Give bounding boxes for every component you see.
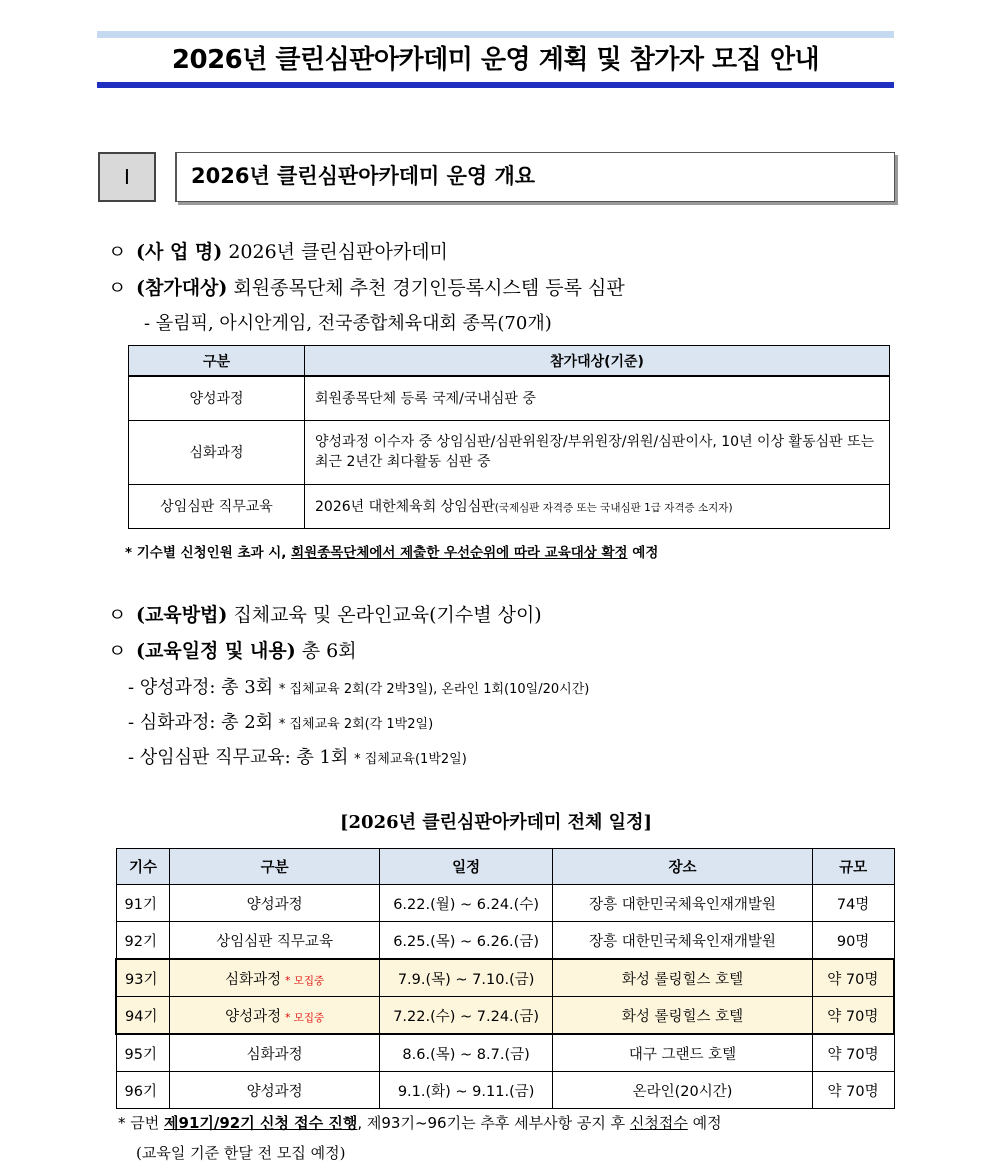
priority-note	[125, 541, 658, 561]
program-name-value: 2026년 클린심판아카데미	[228, 241, 448, 263]
criteria-text: 2026년 대한체육회 상임심판	[315, 499, 495, 515]
dates-cell: 7.9.(목) ~ 7.10.(금)	[379, 959, 553, 997]
recruiting-badge: * 모집중	[285, 1011, 325, 1024]
title-top-bar	[97, 31, 894, 38]
dates-cell: 6.22.(월) ~ 6.24.(수)	[379, 885, 553, 922]
bullet-circle: ㅇ	[108, 604, 127, 626]
table-row-highlighted	[116, 997, 894, 1035]
note-bold: 제91기/92기 신청 접수 진행	[164, 1114, 358, 1132]
dates-cell: 8.6.(목) ~ 8.7.(금)	[379, 1034, 553, 1072]
cohort-cell: 95기	[116, 1034, 170, 1072]
type-text: 상임심판 직무교육	[216, 933, 333, 950]
table-header: 장소	[553, 849, 812, 885]
note-underlined: 신청접수	[629, 1114, 688, 1132]
table-row	[116, 1034, 894, 1072]
table-header: 참가대상(기준)	[305, 346, 890, 377]
venue-cell: 장흥 대한민국체육인재개발원	[553, 922, 812, 960]
participants-table	[128, 345, 890, 529]
note-text: 예정	[627, 545, 659, 561]
schedule-table	[115, 848, 895, 1109]
recruitment-timing-note: (교육일 기준 한달 전 모집 예정)	[136, 1144, 346, 1162]
table-header-row	[116, 849, 894, 885]
note-text: * 금번	[118, 1114, 165, 1132]
table-row	[129, 420, 890, 484]
recruiting-badge: * 모집중	[285, 974, 325, 987]
type-cell	[170, 885, 379, 922]
education-method-label: (교육방법)	[136, 604, 228, 626]
category-cell: 심화과정	[129, 420, 305, 484]
cohort-cell: 91기	[116, 885, 170, 922]
table-row	[116, 922, 894, 960]
size-cell: 74명	[812, 885, 894, 922]
criteria-small-text: (국제심판 자격증 또는 국내심판 1급 자격증 소지자)	[494, 502, 733, 514]
table-header-row	[129, 346, 890, 377]
bullet-circle: ㅇ	[108, 640, 127, 662]
table-row	[116, 1072, 894, 1109]
registration-note	[118, 1112, 722, 1133]
criteria-cell	[305, 484, 890, 528]
table-row	[129, 484, 890, 528]
table-header: 규모	[812, 849, 894, 885]
schedule-item	[128, 743, 467, 769]
section-title: 2026년 클린심판아카데미 운영 개요	[175, 152, 895, 202]
table-row-highlighted	[116, 959, 894, 997]
table-header: 일정	[379, 849, 553, 885]
schedule-item-note: * 집체교육 2회(각 2박3일), 온라인 1회(10일/20시간)	[278, 682, 590, 697]
note-text: * 기수별 신청인원 초과 시,	[125, 545, 292, 561]
program-name-label: (사 업 명)	[136, 241, 223, 263]
size-cell: 약 70명	[812, 1034, 894, 1072]
schedule-item	[128, 708, 433, 734]
education-schedule-label: (교육일정 및 내용)	[136, 640, 296, 662]
dates-cell: 7.22.(수) ~ 7.24.(금)	[379, 997, 553, 1035]
participants-sub: - 올림픽, 아시안게임, 전국종합체육대회 종목(70개)	[144, 313, 552, 334]
schedule-item-text: - 상임심판 직무교육: 총 1회	[128, 747, 349, 768]
bullet-circle: ㅇ	[108, 241, 127, 263]
cohort-cell: 92기	[116, 922, 170, 960]
program-name-line	[108, 237, 448, 264]
criteria-cell	[305, 376, 890, 420]
type-text: 양성과정	[246, 896, 303, 913]
type-cell	[170, 997, 379, 1035]
education-schedule-value: 총 6회	[301, 640, 357, 662]
schedule-item-note: * 집체교육 2회(각 1박2일)	[278, 717, 434, 732]
page-title: 2026년 클린심판아카데미 운영 계획 및 참가자 모집 안내	[171, 45, 820, 75]
size-cell: 약 70명	[812, 997, 894, 1035]
table-header: 구분	[129, 346, 305, 377]
category-cell: 양성과정	[129, 376, 305, 420]
criteria-text: 양성과정 이수자 중 상임심판/심판위원장/부위원장/위원/심판이사, 10년 이상 활동심판 또는 최근 2년간 최다활동 심판 중	[315, 434, 875, 470]
size-cell: 90명	[812, 922, 894, 960]
venue-cell: 화성 롤링힐스 호텔	[553, 997, 812, 1035]
category-cell: 상임심판 직무교육	[129, 484, 305, 528]
venue-cell: 온라인(20시간)	[553, 1072, 812, 1109]
schedule-item	[128, 673, 589, 699]
type-cell	[170, 1072, 379, 1109]
type-text: 양성과정	[246, 1083, 303, 1100]
type-text: 심화과정	[225, 971, 282, 988]
title-bottom-bar	[97, 82, 894, 88]
type-cell	[170, 1034, 379, 1072]
section-number: Ⅰ	[98, 152, 156, 202]
schedule-item-note: * 집체교육(1박2일)	[354, 752, 467, 767]
education-schedule-line	[108, 636, 357, 663]
table-row	[129, 376, 890, 420]
note-underlined: 회원종목단체에서 제출한 우선순위에 따라 교육대상 확정	[291, 545, 628, 561]
type-cell	[170, 959, 379, 997]
bullet-circle: ㅇ	[108, 277, 127, 299]
schedule-item-text: - 양성과정: 총 3회	[128, 677, 274, 698]
table-header: 구분	[170, 849, 379, 885]
dates-cell: 6.25.(목) ~ 6.26.(금)	[379, 922, 553, 960]
type-text: 양성과정	[225, 1008, 282, 1025]
cohort-cell: 93기	[116, 959, 170, 997]
note-text: 예정	[687, 1114, 722, 1132]
type-cell	[170, 922, 379, 960]
dates-cell: 9.1.(화) ~ 9.11.(금)	[379, 1072, 553, 1109]
table-row	[116, 885, 894, 922]
criteria-cell	[305, 420, 890, 484]
type-text: 심화과정	[246, 1046, 303, 1063]
schedule-title: [2026년 클린심판아카데미 전체 일정]	[340, 812, 652, 833]
education-method-value: 집체교육 및 온라인교육(기수별 상이)	[233, 604, 542, 626]
venue-cell: 장흥 대한민국체육인재개발원	[553, 885, 812, 922]
cohort-cell: 94기	[116, 997, 170, 1035]
venue-cell: 화성 롤링힐스 호텔	[553, 959, 812, 997]
size-cell: 약 70명	[812, 1072, 894, 1109]
note-text: , 제93기~96기는 추후 세부사항 공지 후	[357, 1114, 630, 1132]
table-header: 기수	[116, 849, 170, 885]
participants-label: (참가대상)	[136, 277, 228, 299]
participants-line	[108, 273, 625, 300]
venue-cell: 대구 그랜드 호텔	[553, 1034, 812, 1072]
schedule-item-text: - 심화과정: 총 2회	[128, 712, 274, 733]
education-method-line	[108, 600, 542, 627]
cohort-cell: 96기	[116, 1072, 170, 1109]
participants-value: 회원종목단체 추천 경기인등록시스템 등록 심판	[233, 277, 625, 299]
criteria-text: 회원종목단체 등록 국제/국내심판 중	[315, 391, 536, 408]
size-cell: 약 70명	[812, 959, 894, 997]
